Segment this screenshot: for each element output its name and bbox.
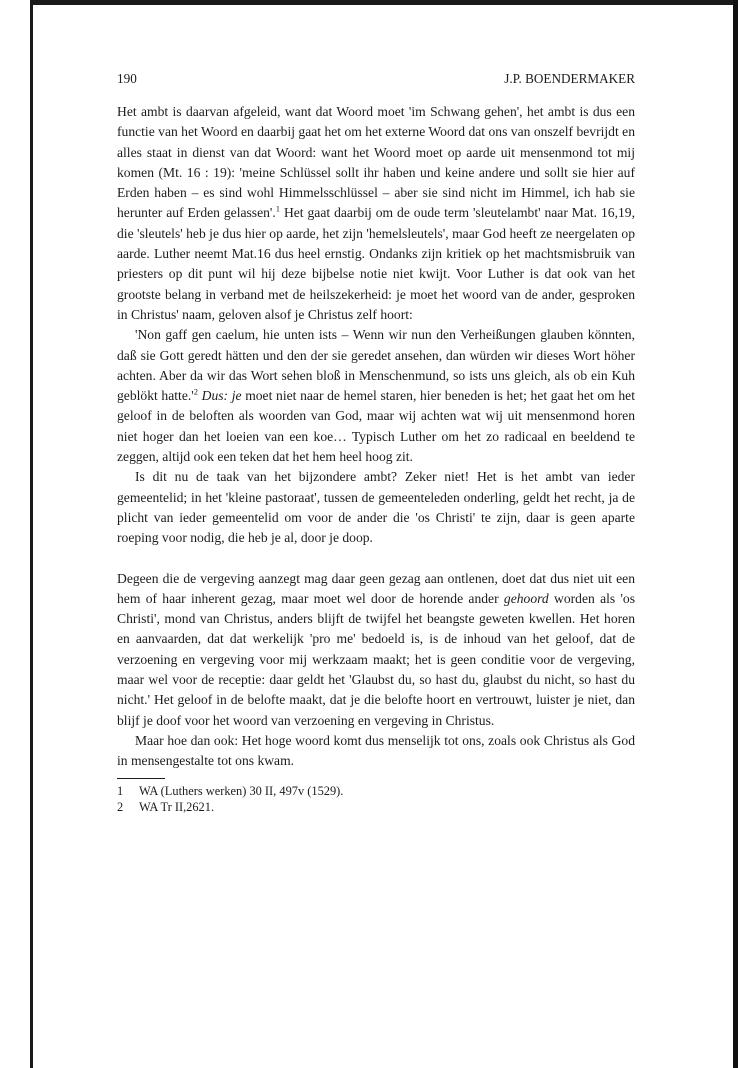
scan-border-right [733,0,738,1068]
paragraph-3: Is dit nu de taak van het bijzondere ambt? Zeker niet! Het is het ambt van ieder gemeentelid; in het 'kleine pastoraat', tussen de gemeenteleden onderling, geldt het recht, ja de plicht van ieder gemeentelid om voor de ander die 'os Christi' te zijn, daar is geen aparte roeping voor nodig, die heb je al, door je doop. [117,469,635,546]
body-text [117,102,635,772]
footnotes [117,783,635,815]
scan-border-left [30,0,33,1068]
paragraph-1-text-b: Het gaat daarbij om de oude term 'sleutelambt' naar Mat. 16,19, die 'sleutels' heb je dus hier op aarde, het zijn 'hemelsleutels', maar God heeft ze neergelaten op aarde. Luther neemt Mat.16 dus heel ernstig. Ondanks zijn kritiek op het machtsmisbruik van priesters op dit punt wil hij deze bijbelse notie niet kwijt. Voor Luther is dat ook van het grootste belang in verband met de heilszekerheid: je moet het woord van de ander, gesproken in Christus' naam, geloven alsof je Christus zelf hoort: [117,205,635,322]
footnote-2 [117,799,635,815]
paragraph-1 [117,102,635,325]
running-head-author: J.P. BOENDERMAKER [504,71,635,86]
page-number: 190 [117,71,137,86]
paragraph-2-text-b: moet niet naar de hemel staren, hier beneden is het; het gaat het om het geloof in de beloften als woorden van God, maar wij achten wat wij uit mensenmond horen niet hoger dan het loeien van een koe… Typisch Luther om het zo radicaal en beeldend te zeggen, altijd ook een teken dat het hem heel hoog zit. [117,388,635,465]
footnote-number: 1 [117,783,124,798]
paragraph-4-italic: gehoord [503,590,549,606]
paragraph-4-text-b: worden als 'os Christi', mond van Christus, anders blijft de twijfel het beangste geweten kwellen. Het horen en aanvaarden, dat dat werkelijk 'pro me' bedoeld is, is de inhoud van het geloof, dat de verzoening en vergeving voor mij werkzaam maakt; het is geen conditie voor de vergeving, maar wel voor de receptie: daar geldt het 'Glaubst du, so hast du, glaubst du nicht, so hast du nicht.' Het geloof in de belofte maakt, dat je die belofte hoort en vertrouwt, luister je niet, dan blijf je doof voor het woord van verzoening en vergeving in Christus. [117,590,635,728]
footnote-rule [117,778,165,779]
scan-border-top [30,0,738,5]
paragraph-2-italic: Dus: je [201,388,242,404]
footnote-ref-1: 1 [275,203,281,214]
paragraph-5: Maar hoe dan ook: Het hoge woord komt dus menselijk tot ons, zoals ook Christus als God in mensengestalte tot ons kwam. [117,732,635,769]
running-head [117,70,635,88]
paragraph-1-text-a: Het ambt is daarvan afgeleid, want dat Woord moet 'im Schwang gehen', het ambt is dus een functie van het Woord en daarbij gaat het om het externe Woord dat ons van onszelf bevrijdt en alles staat in dienst van dat Woord: want het Woord moet op aarde uit mensenmond tot mij komen (Mt. 16 : 19): 'meine Schlüssel sollt ihr haben und keine andere und sollt sie hier auf Erden haben – es sind wohl Himmelsschlüssel – aber sie sind nicht im Himmel, ich hab sie herunter auf Erden gelassen'. [117,104,635,221]
paragraph-4-text-a: Degeen die de vergeving aanzegt mag daar geen gezag aan ontlenen, doet dat dus niet uit een hem of haar inherent gezag, maar moet wel door de horende ander [117,570,635,606]
footnote-ref-2: 2 [193,386,198,397]
footnote-number: 2 [117,799,124,814]
paragraph-2 [117,325,635,467]
footnote-text: WA (Luthers werken) 30 II, 497v (1529). [139,783,344,798]
paragraph-2-text-a: 'Non gaff gen caelum, hie unten ists – Wenn wir nun den Verheißungen glauben könnten, daß sie Gott geredt hätten und den der sie geredet ansehen, dan würden wir dieses Wort höher achten. Aber da wir das Wort sehen bloß in Menschenmund, so ists uns gleich, als ob ein Kuh geblökt hatte.' [117,327,635,404]
footnote-1 [117,783,635,799]
book-page [117,70,635,815]
footnote-text: WA Tr II,2621. [139,799,215,814]
paragraph-4 [117,569,635,731]
